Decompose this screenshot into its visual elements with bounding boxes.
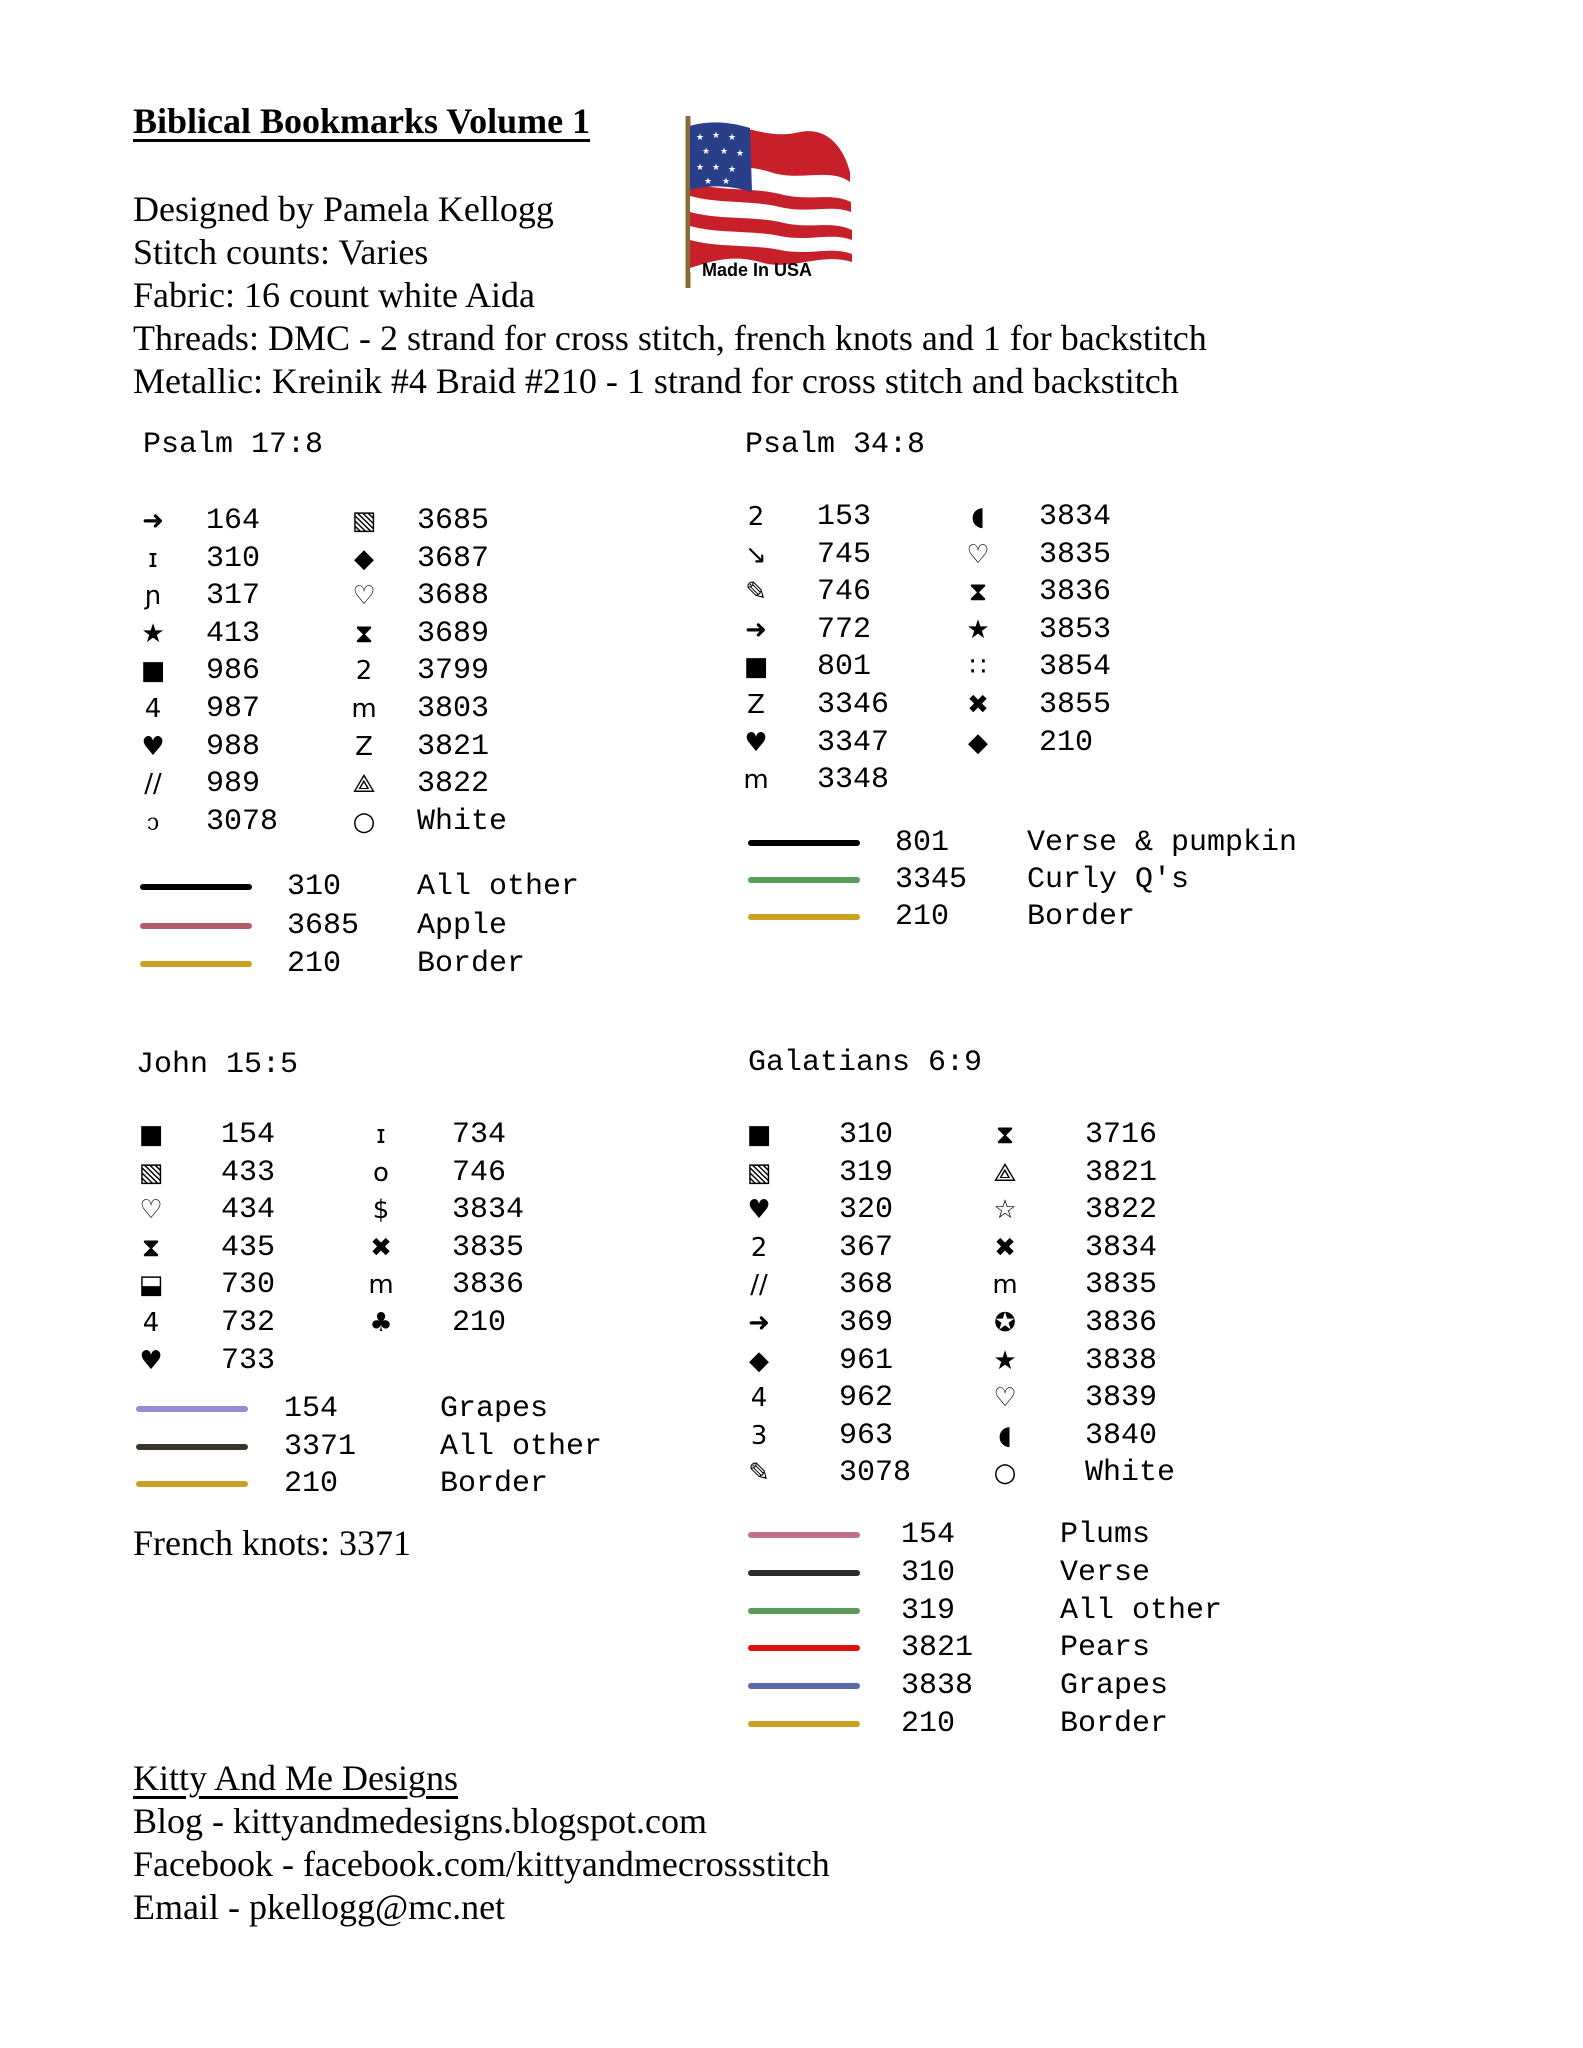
designer-line: Designed by Pamela Kellogg (133, 189, 554, 229)
backstitch-label: Border (1060, 1707, 1169, 1741)
hatched-square-icon: ▧ (746, 1157, 772, 1188)
thread-number: 3855 (1039, 688, 1112, 722)
thread-number: 734 (452, 1118, 507, 1152)
thread-number: 989 (206, 767, 261, 802)
flag-caption: Made In USA (702, 260, 813, 280)
square-icon: ■ (140, 656, 166, 687)
spiral-icon: ᧑ (146, 806, 160, 837)
thread-number: 3716 (1085, 1118, 1158, 1152)
thread-number: 3836 (1085, 1306, 1158, 1340)
heart-icon: ♥ (141, 731, 165, 762)
shell-icon: ◖ (971, 502, 985, 532)
slashes-icon: // (144, 769, 162, 800)
hourglass-icon: ⧗ (995, 1120, 1015, 1150)
thread-number: 434 (221, 1193, 276, 1228)
thread-number: 3838 (1085, 1343, 1158, 1378)
thread-number: 317 (206, 579, 261, 614)
two-icon: 2 (750, 1232, 768, 1263)
thread-number: 368 (839, 1268, 894, 1303)
metallic-line: Metallic: Kreinik #4 Braid #210 - 1 strand for cross stitch and backstitch (133, 361, 1179, 401)
arrow-icon: ➜ (142, 506, 164, 536)
diamond-icon: ◆ (354, 543, 374, 574)
section-title-galatians-6-9: Galatians 6:9 (748, 1046, 983, 1080)
hourglass-icon: ⧗ (141, 1232, 161, 1263)
star-icon: ★ (966, 614, 990, 645)
m-icon: m (992, 1270, 1018, 1301)
thread-number: 988 (206, 729, 261, 764)
backstitch-number: 3821 (901, 1631, 974, 1666)
thread-number: 987 (206, 692, 261, 726)
circled-star-icon: ✪ (994, 1308, 1016, 1338)
thread-number: 435 (221, 1230, 276, 1265)
thread-number: 772 (817, 612, 872, 647)
footer-facebook: Facebook - facebook.com/kittyandmecrossstitch (133, 1844, 830, 1884)
m-icon: m (351, 694, 377, 724)
hatched-square-icon: ▧ (351, 506, 377, 536)
footer-blog: Blog - kittyandmedesigns.blogspot.com (133, 1801, 707, 1841)
backstitch-number: 210 (901, 1707, 956, 1741)
thread-number: 986 (206, 654, 261, 689)
thread-number: 3803 (417, 692, 490, 726)
thread-number: 3839 (1085, 1381, 1158, 1416)
backstitch-label: Plums (1060, 1518, 1151, 1552)
hourglass-icon: ⧗ (968, 577, 988, 608)
backstitch-line (140, 961, 252, 967)
z-icon: Z (747, 690, 765, 720)
section-title-psalm-17-8: Psalm 17:8 (143, 428, 324, 462)
backstitch-line (136, 1406, 248, 1412)
thread-number: 733 (221, 1343, 276, 1378)
thread-number: 3836 (1039, 575, 1112, 610)
triangle-icon: ⟁ (993, 1157, 1017, 1188)
backstitch-label: All other (440, 1429, 603, 1464)
backstitch-number: 319 (901, 1593, 956, 1628)
thread-number: 962 (839, 1381, 894, 1416)
square-icon: ■ (743, 652, 769, 683)
made-in-usa-flag-logo (680, 112, 860, 292)
footer-email: Email - pkellogg@mc.net (133, 1887, 506, 1927)
heart-outline-icon: ♡ (993, 1383, 1017, 1414)
corner-arrow-icon: ↘ (745, 539, 767, 570)
hook-icon: ɲ (144, 581, 162, 612)
footer-title: Kitty And Me Designs (133, 1758, 459, 1798)
backstitch-label: Verse (1060, 1555, 1151, 1590)
thread-number: 369 (839, 1306, 894, 1340)
backstitch-line (136, 1444, 248, 1450)
heart-icon: ♥ (744, 727, 768, 758)
hatched-square-icon: ▧ (138, 1157, 164, 1188)
o-icon: o (373, 1157, 389, 1188)
thread-number: 3853 (1039, 612, 1112, 647)
svg-text:★: ★ (720, 147, 729, 157)
arrow-icon: ➜ (748, 1308, 770, 1338)
french-knots-note: French knots: 3371 (133, 1523, 411, 1563)
x-icon: ✖ (994, 1232, 1016, 1263)
thread-number: 210 (452, 1306, 507, 1340)
thread-number: 310 (206, 541, 261, 576)
circle-icon: ○ (352, 806, 376, 837)
backstitch-number: 210 (287, 947, 342, 981)
hourglass-icon: ⧗ (354, 618, 374, 649)
thread-number: 961 (839, 1343, 894, 1378)
i-beam-icon: ɪ (376, 1120, 386, 1150)
star-outline-icon: ☆ (993, 1195, 1017, 1226)
backstitch-label: Apple (417, 908, 508, 943)
thread-number: 3821 (417, 729, 490, 764)
thread-number: 746 (452, 1155, 507, 1190)
thread-number: 164 (206, 504, 261, 538)
thread-number: 319 (839, 1155, 894, 1190)
thread-number: 3834 (1085, 1230, 1158, 1265)
circle-icon: ○ (993, 1458, 1017, 1489)
thread-number: 3685 (417, 504, 490, 538)
thread-number: 153 (817, 500, 872, 534)
star-icon: ★ (993, 1345, 1017, 1376)
backstitch-line (136, 1481, 248, 1487)
backstitch-label: Grapes (440, 1392, 549, 1426)
square-icon: ■ (746, 1120, 772, 1150)
thread-number: 801 (817, 650, 872, 685)
star-icon: ★ (141, 618, 165, 649)
stitch-count-line: Stitch counts: Varies (133, 232, 429, 272)
thread-number: 963 (839, 1418, 894, 1453)
backstitch-number: 210 (284, 1467, 339, 1501)
backstitch-number: 3371 (284, 1429, 357, 1464)
x-icon: ✖ (967, 690, 989, 720)
two-icon: 2 (747, 502, 765, 532)
thread-number: 320 (839, 1193, 894, 1228)
thread-number: 3078 (839, 1456, 912, 1491)
heart-icon: ♥ (139, 1345, 163, 1376)
shell-icon: ◖ (998, 1420, 1012, 1451)
four-icon: 4 (142, 1308, 160, 1338)
thread-number: 3078 (206, 804, 279, 839)
z-icon: Z (355, 731, 373, 762)
diamond-icon: ◆ (968, 727, 988, 758)
three-icon: 3 (750, 1420, 768, 1451)
heart-icon: ♥ (747, 1195, 771, 1226)
thread-number: 3854 (1039, 650, 1112, 685)
triangle-icon: ⟁ (352, 769, 376, 800)
thread-number: 310 (839, 1118, 894, 1152)
four-icon: 4 (144, 694, 162, 724)
thread-number: 3834 (452, 1193, 525, 1228)
backstitch-line (748, 840, 860, 846)
thread-number: 3835 (1039, 537, 1112, 572)
m-icon: m (368, 1270, 394, 1301)
thread-number: 3688 (417, 579, 490, 614)
thread-number: 154 (221, 1118, 276, 1152)
svg-text:★: ★ (704, 177, 713, 187)
thread-number: White (417, 804, 508, 839)
x-icon: ✖ (370, 1232, 392, 1263)
square-icon: ■ (138, 1120, 164, 1150)
backstitch-number: 3345 (895, 863, 968, 897)
backstitch-label: Pears (1060, 1631, 1151, 1666)
thread-number: 3687 (417, 541, 490, 576)
thread-number: 745 (817, 537, 872, 572)
backstitch-line (748, 877, 860, 883)
dots-icon: ∷ (969, 652, 987, 683)
thread-number: 3835 (1085, 1268, 1158, 1303)
backstitch-label: Border (440, 1467, 549, 1501)
backstitch-number: 210 (895, 900, 950, 934)
thread-number: 3822 (1085, 1193, 1158, 1228)
backstitch-line (748, 1721, 860, 1727)
backstitch-number: 154 (901, 1518, 956, 1552)
svg-text:★: ★ (728, 165, 737, 175)
svg-text:★: ★ (702, 147, 711, 157)
backstitch-line (140, 923, 252, 929)
thread-number: 3347 (817, 725, 890, 760)
thread-number: 730 (221, 1268, 276, 1303)
svg-text:★: ★ (696, 133, 705, 143)
section-title-john-15-5: John 15:5 (136, 1048, 299, 1082)
thread-number: 3346 (817, 688, 890, 722)
svg-text:★: ★ (696, 163, 705, 173)
thread-number: 413 (206, 616, 261, 651)
svg-text:★: ★ (722, 177, 731, 187)
thread-number: 746 (817, 575, 872, 610)
page-title: Biblical Bookmarks Volume 1 (133, 101, 591, 141)
backstitch-number: 3838 (901, 1669, 974, 1704)
thread-number: 3822 (417, 767, 490, 802)
backstitch-line (748, 1608, 860, 1614)
backstitch-number: 154 (284, 1392, 339, 1426)
pill-icon: ✎ (748, 1458, 770, 1489)
thread-number: 367 (839, 1230, 894, 1265)
backstitch-line (748, 1570, 860, 1576)
thread-number: 433 (221, 1155, 276, 1190)
two-icon: 2 (355, 656, 373, 687)
thread-number: 3840 (1085, 1418, 1158, 1453)
heart-outline-icon: ♡ (139, 1195, 163, 1226)
threads-line: Threads: DMC - 2 strand for cross stitch, french knots and 1 for backstitch (133, 318, 1207, 358)
backstitch-label: Border (1027, 900, 1136, 934)
section-title-psalm-34-8: Psalm 34:8 (745, 428, 926, 462)
half-square-icon: ⬓ (138, 1270, 164, 1301)
diamond-icon: ◆ (749, 1345, 769, 1376)
backstitch-line (140, 884, 252, 890)
backstitch-label: Grapes (1060, 1669, 1169, 1704)
svg-text:★: ★ (712, 163, 721, 173)
backstitch-number: 310 (287, 870, 342, 904)
thread-number: White (1085, 1456, 1176, 1491)
thread-number: 210 (1039, 725, 1094, 760)
heart-outline-icon: ♡ (352, 581, 376, 612)
backstitch-line (748, 1645, 860, 1651)
backstitch-line (748, 1532, 860, 1538)
heart-outline-icon: ♡ (966, 539, 990, 570)
four-icon: 4 (750, 1383, 768, 1414)
backstitch-label: Curly Q's (1027, 863, 1190, 897)
slashes-icon: // (750, 1270, 768, 1301)
thread-number: 3799 (417, 654, 490, 689)
svg-text:★: ★ (712, 131, 721, 141)
m-icon: m (743, 765, 769, 796)
thread-number: 3835 (452, 1230, 525, 1265)
pill-icon: ✎ (745, 577, 767, 608)
backstitch-number: 310 (901, 1555, 956, 1590)
backstitch-number: 3685 (287, 908, 360, 943)
club-icon: ♣ (369, 1308, 393, 1338)
backstitch-label: All other (1060, 1593, 1223, 1628)
thread-number: 3689 (417, 616, 490, 651)
thread-number: 3348 (817, 763, 890, 798)
svg-text:★: ★ (736, 149, 745, 159)
backstitch-line (748, 914, 860, 920)
fabric-line: Fabric: 16 count white Aida (133, 275, 535, 315)
arrow-icon: ➜ (745, 614, 767, 645)
thread-number: 732 (221, 1306, 276, 1340)
backstitch-label: All other (417, 870, 580, 904)
backstitch-label: Verse & pumpkin (1027, 826, 1298, 860)
svg-text:★: ★ (728, 133, 737, 143)
i-beam-icon: ɪ (148, 543, 158, 574)
thread-number: 3821 (1085, 1155, 1158, 1190)
backstitch-line (748, 1683, 860, 1689)
backstitch-number: 801 (895, 826, 950, 860)
backstitch-label: Border (417, 947, 526, 981)
thread-number: 3834 (1039, 500, 1112, 534)
dollar-icon: $ (372, 1195, 390, 1226)
thread-number: 3836 (452, 1268, 525, 1303)
